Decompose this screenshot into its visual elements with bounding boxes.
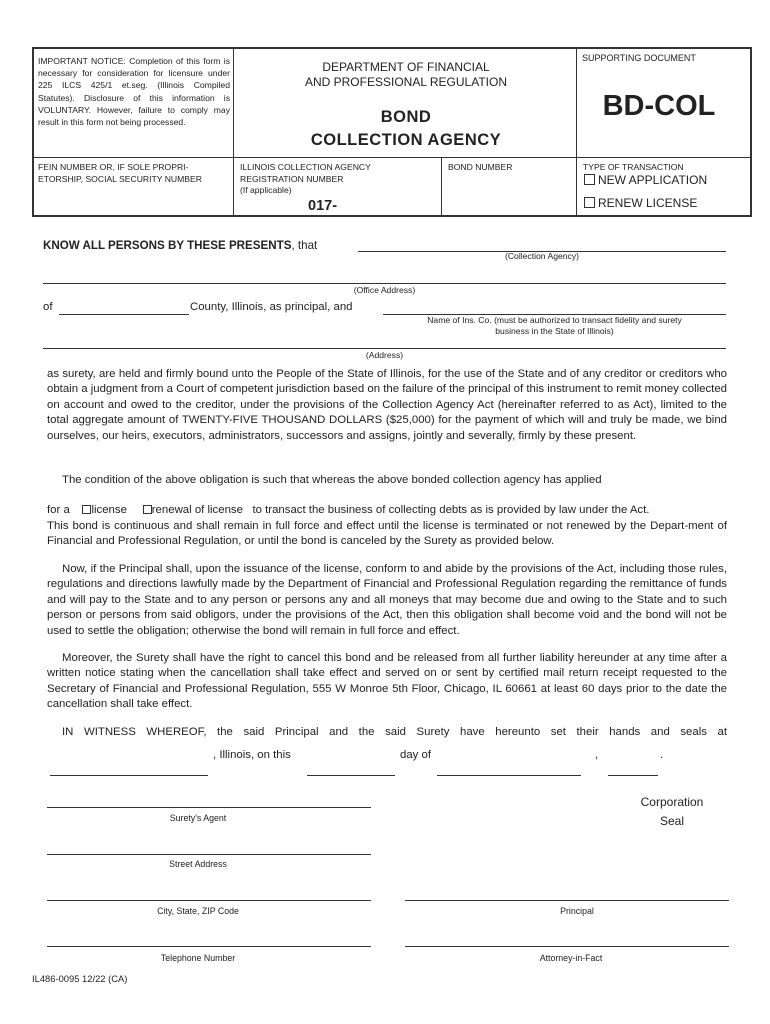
telephone-label: Telephone Number — [160, 953, 236, 963]
city-state-zip-line[interactable] — [47, 900, 371, 901]
bond-number-label: BOND NUMBER — [448, 162, 513, 172]
fein-input[interactable] — [35, 186, 231, 214]
county-line[interactable] — [59, 314, 189, 315]
title-line-2: COLLECTION AGENCY — [310, 131, 502, 149]
new-application-checkbox[interactable] — [584, 174, 595, 185]
office-address-line[interactable] — [43, 283, 726, 284]
paragraph-condition-line-3: This bond is continuous and shall remain in full force and effect until the license is terminated or not renewed by the Depart-ment of Financial and Professional Regulation, or until the bond is canceled by the Surety as provided below. — [47, 520, 727, 548]
department-line-2: AND PROFESSIONAL REGULATION — [304, 75, 508, 89]
insurance-company-caption — [383, 315, 726, 337]
corporation-seal-line-2: Seal — [659, 814, 685, 828]
city-state-zip-label: City, State, ZIP Code — [157, 906, 239, 916]
know-all-persons — [43, 239, 317, 252]
divider — [233, 47, 234, 217]
county-text: County, Illinois, as principal, and — [190, 301, 353, 313]
corporation-seal-line-1: Corporation — [640, 795, 704, 809]
registration-number-input[interactable] — [350, 196, 438, 216]
department-name — [238, 60, 574, 90]
important-notice: IMPORTANT NOTICE: Completion of this form is necessary for consideration for licensure under 225 ILCS 425/1 et.seg. (Illinois Compiled Statutes). Disclosure of this information is VOLUNTARY. However, failure to comply may result in this form not being processed. — [38, 56, 230, 128]
principal-line[interactable] — [405, 900, 729, 901]
registration-label — [240, 162, 438, 197]
of-label: of — [43, 301, 53, 313]
new-application-option[interactable] — [584, 173, 707, 187]
know-all-bold: KNOW ALL PERSONS BY THESE PRESENTS — [43, 239, 292, 252]
month-line[interactable] — [437, 775, 581, 776]
registration-label-line-3: (If applicable) — [240, 185, 292, 195]
office-address-caption: (Office Address) — [353, 285, 416, 295]
attorney-in-fact-line[interactable] — [405, 946, 729, 947]
supporting-document-label: SUPPORTING DOCUMENT — [582, 53, 696, 63]
divider — [32, 157, 752, 158]
paragraph-principal: Now, if the Principal shall, upon the issuance of the license, conform to and abide by the provisions of the Act, including those rules, regulations and directions lawfully made by the Department of Financial and Professional Regulation regarding the remittance of funds and will pay to the State and to any person or persons any and all moneys that may become due and owing to the State and to such person or persons from said obligors, under the provisions of the Act, then this obligation shall become void and the bond will not be used to settle the obligation; otherwise the bond will remain in full force and effect. — [47, 563, 727, 637]
department-line-1: DEPARTMENT OF FINANCIAL — [322, 60, 490, 74]
surety-address-line[interactable] — [43, 348, 726, 349]
renew-license-label: RENEW LICENSE — [598, 196, 698, 210]
paragraph-condition-line-1: The condition of the above obligation is such that whereas the above bonded collection agency has applied — [62, 474, 602, 486]
registration-label-line-1: ILLINOIS COLLECTION AGENCY — [240, 162, 371, 172]
renewal-checkbox[interactable] — [143, 505, 152, 514]
principal-label: Principal — [560, 906, 594, 916]
transaction-type-label: TYPE OF TRANSACTION — [583, 162, 684, 172]
renewal-label: renewal of license — [151, 504, 243, 516]
condition-rest-text: to transact the business of collecting debts as is provided by law under the Act. — [252, 504, 650, 516]
corporation-seal — [625, 793, 719, 831]
form-title — [238, 106, 574, 152]
fein-label: FEIN NUMBER OR, IF SOLE PROPRI- ETORSHIP, SOCIAL SECURITY NUMBER — [38, 162, 202, 184]
day-line[interactable] — [307, 775, 395, 776]
telephone-line[interactable] — [47, 946, 371, 947]
year-line[interactable] — [608, 775, 658, 776]
know-all-tail: , that — [291, 239, 318, 252]
surety-agent-line[interactable] — [47, 807, 371, 808]
ins-caption-line-1: Name of Ins. Co. (must be authorized to transact fidelity and surety — [427, 315, 682, 325]
address-caption: (Address) — [365, 350, 404, 360]
street-address-label: Street Address — [169, 859, 227, 869]
new-application-label: NEW APPLICATION — [598, 173, 708, 187]
witness-statement: IN WITNESS WHEREOF, the said Principal and the said Surety have hereunto set their hands and seals at — [62, 726, 727, 738]
bond-number-input[interactable] — [444, 176, 574, 214]
paragraph-condition-line-2 — [47, 503, 727, 518]
form-code: BD-COL — [602, 90, 716, 122]
renew-license-option[interactable] — [584, 196, 697, 210]
registration-label-line-2: REGISTRATION NUMBER — [240, 173, 344, 184]
surety-agent-label: Surety's Agent — [169, 813, 227, 823]
divider — [576, 47, 577, 217]
license-label: license — [91, 504, 127, 516]
location-line[interactable] — [50, 775, 208, 776]
renew-license-checkbox[interactable] — [584, 197, 595, 208]
day-of: day of — [400, 749, 432, 761]
form-id: IL486-0095 12/22 (CA) — [32, 973, 128, 984]
date-comma: , — [595, 749, 599, 761]
date-period: . — [660, 749, 664, 761]
registration-prefix: 017- — [308, 198, 338, 214]
illinois-on-this: , Illinois, on this — [213, 749, 291, 761]
paragraph-surety: as surety, are held and firmly bound unto the People of the State of Illinois, for the use of the State and of any creditor or creditors who obtain a judgment from a Court of competent jurisdiction based on the failure of the principal of this instrument to remit money collected on account and owed to the creditor, under the provisions of the Collection Agency Act (hereinafter referred to as Act), limited to the total aggregate amount of TWENTY-FIVE THOUSAND DOLLARS ($25,000) for the payment of which will and truly be made, we bind ourselves, our heirs, executors, administrators, successors and assigns, jointly and severally, firmly by these present. — [47, 368, 727, 442]
attorney-in-fact-label: Attorney-in-Fact — [539, 953, 603, 963]
ins-caption-line-2: business in the State of Illinois) — [495, 326, 614, 336]
collection-agency-caption: (Collection Agency) — [504, 251, 580, 261]
street-address-line[interactable] — [47, 854, 371, 855]
paragraph-cancellation: Moreover, the Surety shall have the right to cancel this bond and be released from all further liability hereunder at any time after a written notice stating when the cancellation shall take effect and served on or sent by certified mail return receipt requested to the Secretary of Financial and Professional Regulation, 555 W Monroe 5th Floor, Chicago, IL 60661 at least 60 days prior to the date the cancellation shall take effect. — [47, 652, 727, 711]
for-a-text: for a — [47, 504, 70, 516]
title-line-1: BOND — [380, 108, 432, 126]
divider — [441, 157, 442, 217]
